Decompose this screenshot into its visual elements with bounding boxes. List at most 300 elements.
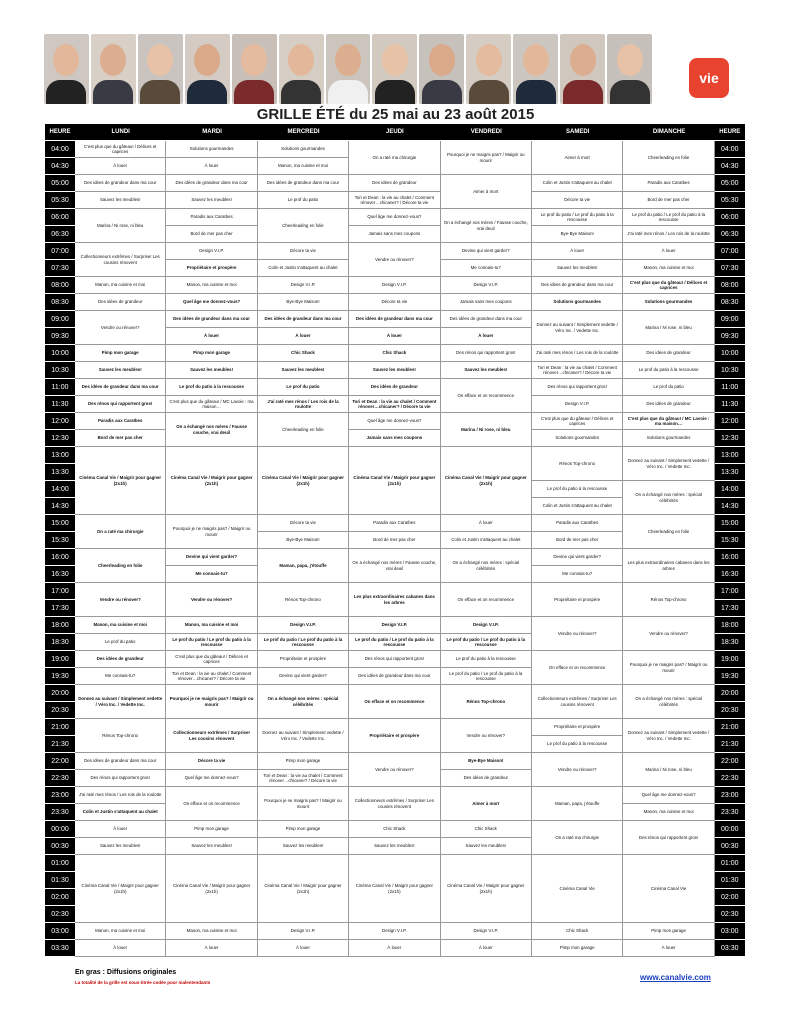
program-cell: Sauvez les meubles! bbox=[441, 362, 532, 379]
program-cell: Sauvez les meubles! bbox=[75, 192, 166, 209]
time-label-right: 04:00 bbox=[715, 141, 745, 157]
time-label-left: 06:30 bbox=[45, 226, 75, 242]
program-cell: Manon, ma cuisine et moi bbox=[623, 804, 714, 821]
program-cell: Marina / Ni rose, ni bleu bbox=[623, 753, 714, 787]
program-cell: Design V.I.P. bbox=[349, 277, 440, 294]
time-label-right: 21:00 bbox=[715, 719, 745, 735]
website-link[interactable]: www.canalvie.com bbox=[640, 973, 711, 982]
program-cell: Tori et Dean : la vie au chalet / Comment rénover…chicaner? / Décore ta vie bbox=[532, 362, 623, 379]
program-cell: On efface et on recommence bbox=[166, 787, 257, 821]
program-cell: Devine qui vient garder? bbox=[532, 549, 623, 566]
program-cell: Des idées de grandeur dans ma cour bbox=[75, 379, 166, 396]
program-cell: Pourquoi je ne maigris pas? / Maigrir ou mourir bbox=[166, 515, 257, 549]
program-cell: Pimp mon garage bbox=[258, 821, 349, 838]
program-cell: On efface et on recommence bbox=[349, 685, 440, 719]
program-cell: Le prof du patio à la rescousse bbox=[166, 379, 257, 396]
program-cell: Vendre ou rénover? bbox=[75, 311, 166, 345]
program-cell: Le prof du patio bbox=[623, 379, 714, 396]
time-label-left: 06:00 bbox=[45, 209, 75, 225]
program-cell: C'est plus que du gâteau! / Délices et caprices bbox=[532, 413, 623, 430]
time-label-right: 16:00 bbox=[715, 549, 745, 565]
host-photo bbox=[232, 34, 277, 104]
program-cell: Donnez au suivant / Simplement vedette / Véro Inc. / Vedette Inc. bbox=[532, 311, 623, 345]
program-cell: Marina / Ni rose, ni bleu bbox=[75, 209, 166, 243]
program-cell: Cinéma Canal Vie bbox=[623, 855, 714, 923]
program-cell: Donnez au suivant / Simplement vedette / Véro Inc. / Vedette Inc. bbox=[623, 719, 714, 753]
time-label-left: 15:30 bbox=[45, 532, 75, 548]
program-cell: Cinéma Canal Vie / Maigrir pour gagner (2x1h) bbox=[441, 855, 532, 923]
program-cell: Sauvez les meubles! bbox=[532, 260, 623, 277]
program-cell: On a raté ma chirurgie bbox=[532, 821, 623, 855]
program-cell: Bye-Bye Maison! bbox=[258, 294, 349, 311]
program-cell: On efface et on recommence bbox=[441, 379, 532, 413]
time-label-left: 17:00 bbox=[45, 583, 75, 599]
program-cell: Des idées de grandeur dans ma cour bbox=[532, 277, 623, 294]
program-cell: Manon, ma cuisine et moi bbox=[75, 277, 166, 294]
time-label-right: 09:00 bbox=[715, 311, 745, 327]
program-cell: Solutions gourmandes bbox=[532, 294, 623, 311]
program-cell: À louer bbox=[166, 940, 257, 957]
program-cell: Des idées de grandeur bbox=[441, 770, 532, 787]
program-cell: C'est plus que du gâteau! / Délices et caprices bbox=[166, 651, 257, 668]
program-cell: Vendre ou rénover? bbox=[166, 583, 257, 617]
program-cell: Design V.I.P. bbox=[532, 396, 623, 413]
program-cell: Collectionneurs extrêmes / Surprise! Les cousins rénovent bbox=[349, 787, 440, 821]
host-photo bbox=[279, 34, 324, 104]
host-photo-face bbox=[476, 44, 502, 76]
program-cell: Sauvez les meubles! bbox=[75, 362, 166, 379]
time-label-right: 06:00 bbox=[715, 209, 745, 225]
host-photo bbox=[44, 34, 89, 104]
time-label-left: 01:00 bbox=[45, 855, 75, 871]
program-cell: Cinéma Canal Vie / Maigrir pour gagner (2x1h) bbox=[166, 855, 257, 923]
program-cell: Jamais sans mes coupons bbox=[441, 294, 532, 311]
program-cell: Quel âge me donnez-vous? bbox=[349, 209, 440, 226]
program-cell: Cinéma Canal Vie / Maigrir pour gagner (2x1h) bbox=[166, 447, 257, 515]
program-cell: Des idées de grandeur dans ma cour bbox=[349, 311, 440, 328]
program-cell: Solutions gourmandes bbox=[623, 430, 714, 447]
time-label-left: 15:00 bbox=[45, 515, 75, 531]
program-cell: J'ai raté mes rénos / Les rois de la roulotte bbox=[75, 787, 166, 804]
program-cell: Des idées de grandeur bbox=[349, 175, 440, 192]
time-label-left: 21:00 bbox=[45, 719, 75, 735]
time-label-left: 16:30 bbox=[45, 566, 75, 582]
program-cell: Colin et Justin s'attaquent au chalet bbox=[258, 260, 349, 277]
program-cell: Bord de mer pas cher bbox=[349, 532, 440, 549]
time-label-left: 18:00 bbox=[45, 617, 75, 633]
host-photo bbox=[466, 34, 511, 104]
host-photo-body bbox=[610, 80, 650, 104]
time-label-left: 05:00 bbox=[45, 175, 75, 191]
program-cell: Pourquoi je ne maigris pas? / Maigrir ou mourir bbox=[623, 651, 714, 685]
program-cell: On a raté ma chirurgie bbox=[75, 515, 166, 549]
program-cell: Tori et Dean : la vie au chalet / Comment rénover…chicaner? / Décore ta vie bbox=[258, 770, 349, 787]
program-cell: À louer bbox=[441, 328, 532, 345]
program-cell: Pimp mon garage bbox=[75, 345, 166, 362]
program-cell: Collectionneurs extrêmes / Surprise! Les cousins rénovent bbox=[75, 243, 166, 277]
program-cell: Rénos Top-chrono bbox=[623, 583, 714, 617]
program-cell: Le prof du patio / Le prof du patio à la rescousse bbox=[441, 634, 532, 651]
time-label-right: 11:00 bbox=[715, 379, 745, 395]
program-cell: Des idées de grandeur dans ma cour bbox=[349, 668, 440, 685]
program-cell: Bord de mer pas cher bbox=[75, 430, 166, 447]
program-cell: Sauvez les meubles! bbox=[166, 838, 257, 855]
time-label-left: 11:00 bbox=[45, 379, 75, 395]
program-cell: Quel âge me donnez-vous? bbox=[623, 787, 714, 804]
program-cell: Paradis aux Caraïbes bbox=[75, 413, 166, 430]
program-cell: Collectionneurs extrêmes / Surprise! Les cousins rénovent bbox=[166, 719, 257, 753]
host-photo bbox=[513, 34, 558, 104]
time-label-left: 23:30 bbox=[45, 804, 75, 820]
program-cell: À louer bbox=[75, 940, 166, 957]
program-cell: Sauvez les meubles! bbox=[258, 362, 349, 379]
program-cell: Quel âge me donnez-vous? bbox=[166, 770, 257, 787]
host-photo-body bbox=[422, 80, 462, 104]
time-label-left: 10:30 bbox=[45, 362, 75, 378]
program-cell: Aimer à mort bbox=[441, 175, 532, 209]
program-cell: Pimp mon garage bbox=[258, 753, 349, 770]
host-photo-face bbox=[288, 44, 314, 76]
program-cell: Bye-Bye Maison! bbox=[441, 753, 532, 770]
host-photo-face bbox=[617, 44, 643, 76]
program-cell: Vendre ou rénover? bbox=[623, 617, 714, 651]
program-cell: On a échangé nos mères : spécial célébrités bbox=[623, 481, 714, 515]
program-cell: Pimp mon garage bbox=[166, 821, 257, 838]
time-label-left: 20:30 bbox=[45, 702, 75, 718]
program-cell: Devine qui vient garder? bbox=[441, 243, 532, 260]
program-cell: Quel âge me donnez-vous? bbox=[166, 294, 257, 311]
program-cell: Chic Shack bbox=[441, 821, 532, 838]
program-cell: Bye-Bye Maison! bbox=[258, 532, 349, 549]
time-label-right: 09:30 bbox=[715, 328, 745, 344]
program-cell: Des idées de grandeur bbox=[349, 379, 440, 396]
host-photo bbox=[138, 34, 183, 104]
time-label-right: 02:00 bbox=[715, 889, 745, 905]
program-cell: Des rénos qui rapportent gros! bbox=[532, 379, 623, 396]
program-cell: À louer bbox=[623, 243, 714, 260]
program-cell: Vendre ou rénover? bbox=[349, 753, 440, 787]
program-cell: Le prof du patio à la rescousse bbox=[532, 736, 623, 753]
time-label-left: 11:30 bbox=[45, 396, 75, 412]
program-cell: Bye-Bye Maison! bbox=[532, 226, 623, 243]
time-label-left: 03:00 bbox=[45, 923, 75, 939]
program-cell: À louer bbox=[441, 515, 532, 532]
program-cell: Cheerleading en folie bbox=[623, 141, 714, 175]
time-label-right: 00:30 bbox=[715, 838, 745, 854]
time-label-right: 13:30 bbox=[715, 464, 745, 480]
time-label-right: 01:30 bbox=[715, 872, 745, 888]
program-cell: On a échangé nos mères : spécial célébrités bbox=[258, 685, 349, 719]
time-label-left: 07:00 bbox=[45, 243, 75, 259]
program-cell: Sauvez les meubles! bbox=[441, 838, 532, 855]
time-label-right: 14:00 bbox=[715, 481, 745, 497]
time-label-left: 13:00 bbox=[45, 447, 75, 463]
host-photo bbox=[91, 34, 136, 104]
time-label-right: 18:30 bbox=[715, 634, 745, 650]
time-label-right: 02:30 bbox=[715, 906, 745, 922]
program-cell: Décore ta vie bbox=[532, 192, 623, 209]
program-cell: Colin et Justin s'attaquent au chalet bbox=[532, 498, 623, 515]
program-cell: Cheerleading en folie bbox=[623, 515, 714, 549]
time-label-right: 11:30 bbox=[715, 396, 745, 412]
time-label-right: 19:30 bbox=[715, 668, 745, 684]
program-cell: Colin et Justin s'attaquent au chalet bbox=[75, 804, 166, 821]
program-cell: À louer bbox=[349, 940, 440, 957]
program-cell: Cinéma Canal Vie / Maigrir pour gagner (2x1h) bbox=[349, 855, 440, 923]
program-cell: Sauvez les meubles! bbox=[75, 838, 166, 855]
program-cell: Bord de mer pas cher bbox=[166, 226, 257, 243]
program-cell: Quel âge me donnez-vous? bbox=[349, 413, 440, 430]
program-cell: Tori et Dean : la vie au chalet / Comment rénover…chicaner? / Décore ta vie bbox=[166, 668, 257, 685]
program-cell: Le prof du patio bbox=[75, 634, 166, 651]
program-cell: Sauvez les meubles! bbox=[349, 838, 440, 855]
program-cell: Des idées de grandeur dans ma cour bbox=[166, 175, 257, 192]
program-cell: Tori et Dean : la vie au chalet / Comment rénover…chicaner? / Décore ta vie bbox=[349, 396, 440, 413]
program-cell: Me connais-tu? bbox=[441, 260, 532, 277]
program-cell: Des rénos qui rapportent gros! bbox=[75, 396, 166, 413]
time-label-left: 07:30 bbox=[45, 260, 75, 276]
program-cell: Le prof du patio à la rescousse bbox=[441, 651, 532, 668]
host-photo-face bbox=[241, 44, 267, 76]
time-label-left: 19:00 bbox=[45, 651, 75, 667]
program-cell: C'est plus que du gâteau! / Délices et caprices bbox=[623, 277, 714, 294]
program-cell: Design V.I.P. bbox=[258, 617, 349, 634]
program-cell: Vendre ou rénover? bbox=[532, 753, 623, 787]
program-cell: Des idées de grandeur dans ma cour bbox=[166, 311, 257, 328]
program-cell: Chic Shack bbox=[349, 821, 440, 838]
host-photo-body bbox=[328, 80, 368, 104]
program-cell: Paradis aux Caraïbes bbox=[166, 209, 257, 226]
time-label-left: 00:30 bbox=[45, 838, 75, 854]
program-cell: Donnez au suivant / Simplement vedette / Véro Inc. / Vedette Inc. bbox=[258, 719, 349, 753]
time-label-right: 17:00 bbox=[715, 583, 745, 599]
program-cell: Paradis aux Caraïbes bbox=[349, 515, 440, 532]
program-cell: Des idées de grandeur bbox=[75, 651, 166, 668]
time-label-right: 12:00 bbox=[715, 413, 745, 429]
time-label-left: 18:30 bbox=[45, 634, 75, 650]
program-cell: Chic Shack bbox=[258, 345, 349, 362]
program-cell: Devine qui vient garder? bbox=[258, 668, 349, 685]
program-cell: Manon, ma cuisine et moi bbox=[75, 923, 166, 940]
host-photo-face bbox=[194, 44, 220, 76]
program-cell: Des idées de grandeur bbox=[623, 345, 714, 362]
time-label-right: 00:00 bbox=[715, 821, 745, 837]
program-cell: Colin et Justin s'attaquent au chalet bbox=[532, 175, 623, 192]
program-cell: Design V.I.P. bbox=[258, 923, 349, 940]
host-photo-face bbox=[382, 44, 408, 76]
program-cell: Solutions gourmandes bbox=[258, 141, 349, 158]
program-cell: Des idées de grandeur dans ma cour bbox=[75, 175, 166, 192]
host-photo-face bbox=[147, 44, 173, 76]
host-photo-body bbox=[516, 80, 556, 104]
program-cell: Le prof du patio à la rescousse bbox=[623, 362, 714, 379]
program-cell: Paradis aux Caraïbes bbox=[623, 175, 714, 192]
program-cell: Pimp mon garage bbox=[623, 923, 714, 940]
program-cell: C'est plus que du gâteau! / Délices et caprices bbox=[75, 141, 166, 158]
program-cell: Le prof du patio à la rescousse bbox=[532, 481, 623, 498]
time-label-right: 15:00 bbox=[715, 515, 745, 531]
host-photo bbox=[185, 34, 230, 104]
program-cell: Marina / Ni rose, ni bleu bbox=[441, 413, 532, 447]
program-cell: Design V.I.P. bbox=[441, 277, 532, 294]
host-photo bbox=[419, 34, 464, 104]
legend-bold-note: En gras : Diffusions originales bbox=[75, 969, 177, 976]
program-cell: Manon, ma cuisine et moi bbox=[166, 277, 257, 294]
program-cell: Collectionneurs extrêmes / Surprise! Les cousins rénovent bbox=[532, 685, 623, 719]
program-cell: Le prof du patio / Le prof du patio à la rescousse bbox=[441, 668, 532, 685]
column-header: JEUDI bbox=[349, 124, 440, 140]
program-cell: Manon, ma cuisine et moi bbox=[166, 923, 257, 940]
program-cell: Décore ta vie bbox=[258, 243, 349, 260]
column-header: DIMANCHE bbox=[623, 124, 714, 140]
host-photo-face bbox=[523, 44, 549, 76]
time-label-right: 10:30 bbox=[715, 362, 745, 378]
time-label-left: 20:00 bbox=[45, 685, 75, 701]
program-cell: Des rénos qui rapportent gros! bbox=[623, 821, 714, 855]
column-header: MERCREDI bbox=[258, 124, 349, 140]
program-cell: À louer bbox=[258, 328, 349, 345]
column-header: MARDI bbox=[166, 124, 257, 140]
time-label-left: 08:30 bbox=[45, 294, 75, 310]
program-cell: Des idées de grandeur dans ma cour bbox=[441, 311, 532, 328]
program-cell: Marina / Ni rose, ni bleu bbox=[623, 311, 714, 345]
program-cell: Aimer à mort bbox=[441, 787, 532, 821]
time-label-right: 21:30 bbox=[715, 736, 745, 752]
program-cell: Vendre ou rénover? bbox=[349, 243, 440, 277]
program-cell: À louer bbox=[441, 940, 532, 957]
program-cell: Propriétaire et prospère bbox=[532, 583, 623, 617]
program-cell: Colin et Justin s'attaquent au chalet bbox=[441, 532, 532, 549]
host-photo-face bbox=[429, 44, 455, 76]
time-label-left: 02:00 bbox=[45, 889, 75, 905]
time-label-left: 13:30 bbox=[45, 464, 75, 480]
host-photo-body bbox=[140, 80, 180, 104]
program-cell: Manon, ma cuisine et moi bbox=[75, 617, 166, 634]
program-cell: Pourquoi je ne maigris pas? / Maigrir ou mourir bbox=[166, 685, 257, 719]
host-photo bbox=[560, 34, 605, 104]
program-cell: Chic Shack bbox=[532, 923, 623, 940]
program-cell: On a échangé nos mères / Fausse couche, vrai deuil bbox=[441, 209, 532, 243]
time-label-right: 05:00 bbox=[715, 175, 745, 191]
host-photo bbox=[326, 34, 371, 104]
program-cell: À louer bbox=[75, 158, 166, 175]
program-cell: Propriétaire et prospère bbox=[166, 260, 257, 277]
time-label-left: 21:30 bbox=[45, 736, 75, 752]
time-label-left: 01:30 bbox=[45, 872, 75, 888]
host-photo-body bbox=[234, 80, 274, 104]
time-label-right: 03:00 bbox=[715, 923, 745, 939]
column-header: VENDREDI bbox=[441, 124, 532, 140]
time-label-right: 04:30 bbox=[715, 158, 745, 174]
program-cell: On a échangé nos mères : spécial célébrités bbox=[623, 685, 714, 719]
time-label-right: 10:00 bbox=[715, 345, 745, 361]
program-cell: Rénos Top-chrono bbox=[441, 685, 532, 719]
schedule-grid bbox=[45, 124, 745, 966]
program-cell: Décore ta vie bbox=[258, 515, 349, 532]
program-cell: Donnez au suivant / Simplement vedette / Véro Inc. / Vedette Inc. bbox=[75, 685, 166, 719]
program-cell: À louer bbox=[623, 940, 714, 957]
time-label-left: 08:00 bbox=[45, 277, 75, 293]
program-cell: On a raté ma chirurgie bbox=[349, 141, 440, 175]
program-cell: Solutions gourmandes bbox=[623, 294, 714, 311]
program-cell: Cinéma Canal Vie / Maigrir pour gagner (2x1h) bbox=[258, 447, 349, 515]
program-cell: Propriétaire et prospère bbox=[532, 719, 623, 736]
program-cell: Sauvez les meubles! bbox=[166, 192, 257, 209]
time-label-right: 14:30 bbox=[715, 498, 745, 514]
column-header: LUNDI bbox=[75, 124, 166, 140]
program-cell: Cheerleading en folie bbox=[258, 413, 349, 447]
program-cell: J'ai raté mes rénos / Les rois de la roulotte bbox=[258, 396, 349, 413]
time-label-right: 22:00 bbox=[715, 753, 745, 769]
program-cell: Décore ta vie bbox=[349, 294, 440, 311]
time-label-left: 16:00 bbox=[45, 549, 75, 565]
time-label-left: 14:00 bbox=[45, 481, 75, 497]
host-photo-body bbox=[281, 80, 321, 104]
program-cell: Rénos Top-chrono bbox=[532, 447, 623, 481]
program-cell: Sauvez les meubles! bbox=[258, 838, 349, 855]
program-cell: J'ai raté mes rénos / Les rois de la roulotte bbox=[532, 345, 623, 362]
time-label-left: 00:00 bbox=[45, 821, 75, 837]
program-cell: Cinéma Canal Vie / Maigrir pour gagner (2x1h) bbox=[75, 447, 166, 515]
program-cell: Le prof du patio bbox=[258, 192, 349, 209]
program-cell: On efface et on recommence bbox=[532, 651, 623, 685]
program-cell: Paradis aux Caraïbes bbox=[532, 515, 623, 532]
canal-vie-logo: vie bbox=[689, 58, 729, 98]
legend-subtitle-note: La totalité de la grille est sous-titrée codée pour malentendants bbox=[75, 980, 211, 985]
time-label-left: 02:30 bbox=[45, 906, 75, 922]
time-label-right: 01:00 bbox=[715, 855, 745, 871]
program-cell: Le prof du patio bbox=[258, 379, 349, 396]
time-label-left: 22:30 bbox=[45, 770, 75, 786]
program-cell: Des idées de grandeur bbox=[75, 294, 166, 311]
program-cell: Des rénos qui rapportent gros! bbox=[349, 651, 440, 668]
program-cell: Jamais sans mes coupons bbox=[349, 430, 440, 447]
time-label-left: 04:00 bbox=[45, 141, 75, 157]
time-label-right: 19:00 bbox=[715, 651, 745, 667]
program-cell: Vendre ou rénover? bbox=[75, 583, 166, 617]
program-cell: C'est plus que du gâteau! / MC Lavoie : ma maison… bbox=[623, 413, 714, 430]
program-cell: À louer bbox=[75, 821, 166, 838]
time-label-right: 13:00 bbox=[715, 447, 745, 463]
program-cell: Maman, papa, j'étouffe bbox=[258, 549, 349, 583]
program-cell: Cinéma Canal Vie / Maigrir pour gagner (2x1h) bbox=[75, 855, 166, 923]
program-cell: Cinéma Canal Vie / Maigrir pour gagner (2x1h) bbox=[349, 447, 440, 515]
program-cell: Design V.I.P. bbox=[441, 923, 532, 940]
program-cell: Chic Shack bbox=[349, 345, 440, 362]
program-cell: Me connais-tu? bbox=[532, 566, 623, 583]
host-photo-body bbox=[469, 80, 509, 104]
program-cell: Le prof du patio / Le prof du patio à la rescousse bbox=[349, 634, 440, 651]
program-cell: À louer bbox=[349, 328, 440, 345]
program-cell: Le prof du patio / Le prof du patio à la rescousse bbox=[623, 209, 714, 226]
program-cell: Sauvez les meubles! bbox=[166, 362, 257, 379]
program-cell: Rénos Top-chrono bbox=[258, 583, 349, 617]
program-cell: Vendre ou rénover? bbox=[532, 617, 623, 651]
program-cell: Les plus extraordinaires cabanes dans les arbres bbox=[349, 583, 440, 617]
time-label-right: 08:30 bbox=[715, 294, 745, 310]
time-label-left: 09:30 bbox=[45, 328, 75, 344]
host-photo bbox=[372, 34, 417, 104]
program-cell: Solutions gourmandes bbox=[166, 141, 257, 158]
time-label-left: 23:00 bbox=[45, 787, 75, 803]
program-cell: Vendre ou rénover? bbox=[441, 719, 532, 753]
program-cell: Devine qui vient garder? bbox=[166, 549, 257, 566]
program-cell: Design V.I.P. bbox=[166, 243, 257, 260]
column-header: HEURE bbox=[45, 124, 75, 140]
program-cell: Rénos Top-chrono bbox=[75, 719, 166, 753]
time-label-left: 12:00 bbox=[45, 413, 75, 429]
program-cell: Jamais sans mes coupons bbox=[349, 226, 440, 243]
